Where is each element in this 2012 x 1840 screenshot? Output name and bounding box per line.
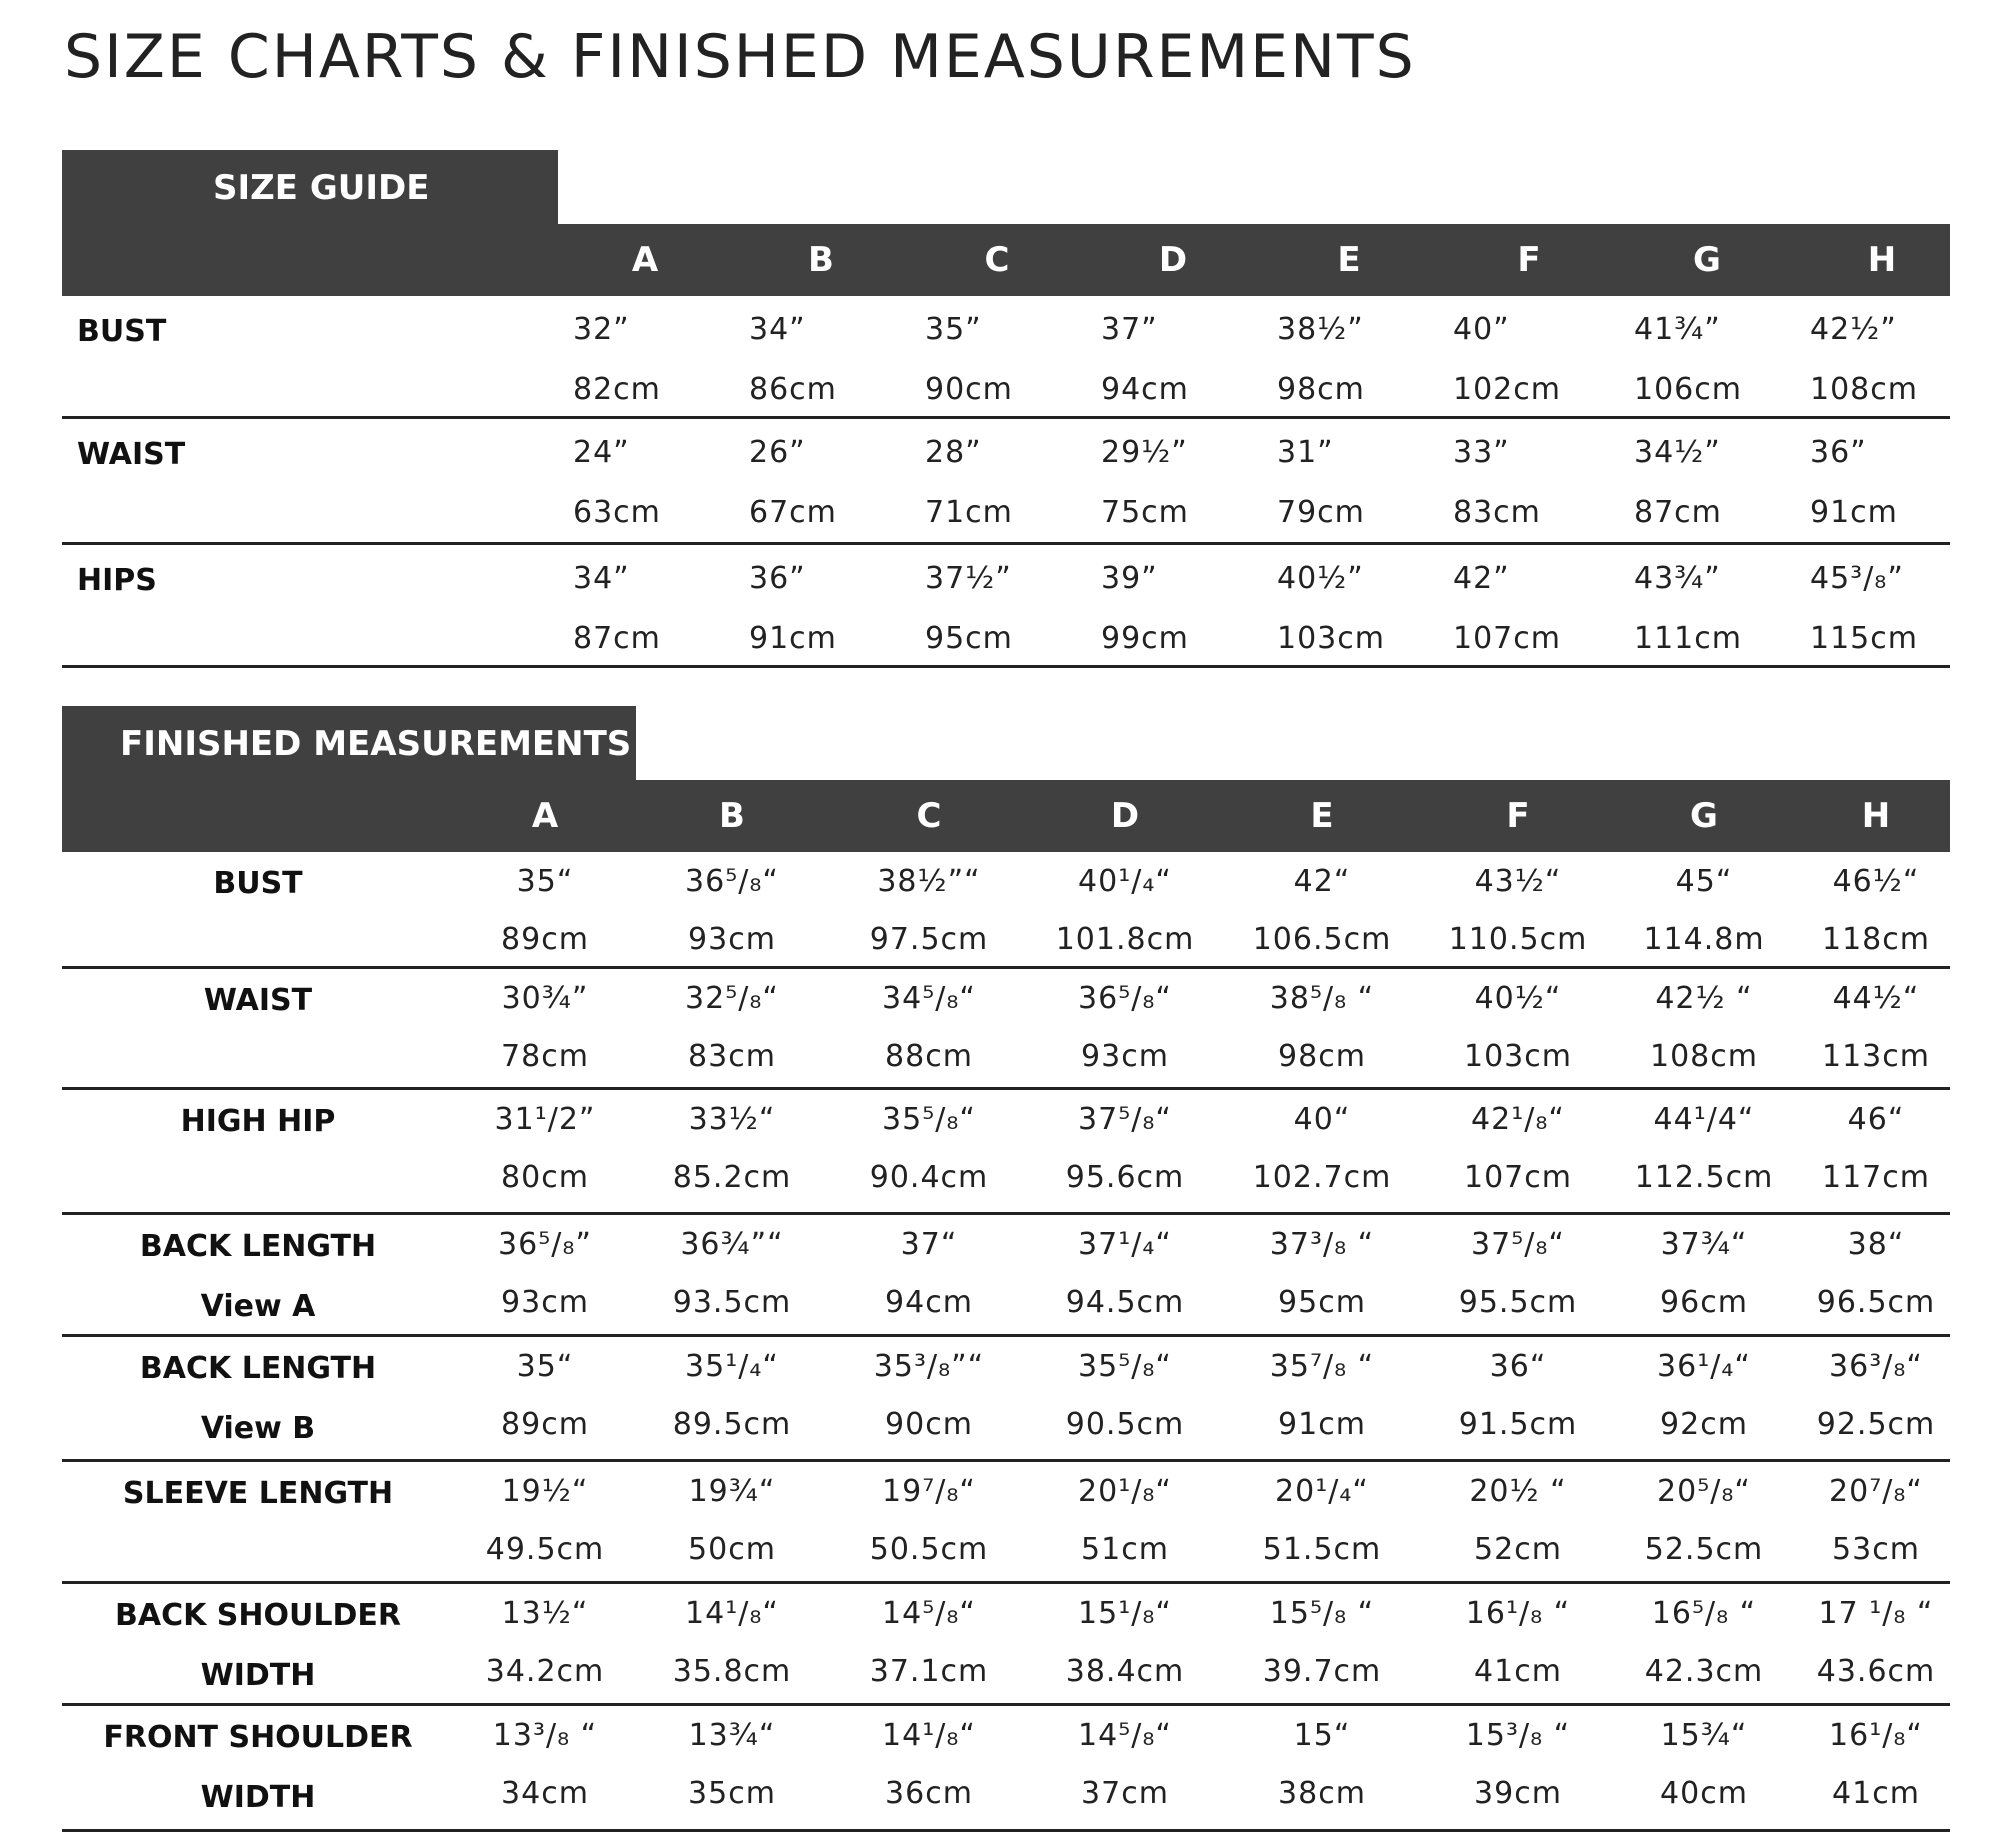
- cm-value: 80cm: [501, 1160, 589, 1195]
- size-header-f: F: [1517, 240, 1541, 280]
- cm-value: 88cm: [885, 1039, 973, 1074]
- inch-value: 29½”: [1101, 435, 1188, 470]
- inch-value: 36¾”“: [680, 1227, 784, 1262]
- row-label: SLEEVE LENGTH: [122, 1476, 394, 1511]
- cm-value: 51cm: [1081, 1532, 1169, 1567]
- inch-value: 44½“: [1832, 981, 1920, 1016]
- inch-value: 41¾”: [1634, 312, 1721, 347]
- cm-value: 115cm: [1810, 621, 1918, 656]
- row-label: WAIST: [77, 437, 186, 472]
- cm-value: 86cm: [749, 372, 837, 407]
- cm-value: 110.5cm: [1448, 922, 1588, 957]
- cm-value: 38cm: [1278, 1776, 1366, 1811]
- inch-value: 20⁷/₈“: [1829, 1474, 1923, 1509]
- inch-value: 36⁵/₈”: [498, 1227, 592, 1262]
- cm-value: 93cm: [1081, 1039, 1169, 1074]
- cm-value: 103cm: [1277, 621, 1385, 656]
- row-label: FRONT SHOULDER: [103, 1720, 413, 1755]
- finished-header-e: E: [1310, 796, 1334, 836]
- inch-value: 36⁵/₈“: [1078, 981, 1172, 1016]
- inch-value: 40”: [1453, 312, 1510, 347]
- finished-header-d: D: [1110, 796, 1140, 836]
- cm-value: 36cm: [885, 1776, 973, 1811]
- inch-value: 13³/₈ “: [492, 1718, 598, 1753]
- row-label: BUST: [213, 866, 303, 901]
- cm-value: 37.1cm: [869, 1654, 989, 1689]
- cm-value: 50.5cm: [869, 1532, 989, 1567]
- inch-value: 36”: [1810, 435, 1867, 470]
- inch-value: 36⁵/₈“: [685, 864, 779, 899]
- size-header-g: G: [1693, 240, 1721, 280]
- inch-value: 38⁵/₈ “: [1269, 981, 1375, 1016]
- size-guide-tab: SIZE GUIDE: [62, 150, 558, 230]
- inch-value: 37”: [1101, 312, 1158, 347]
- cm-value: 90cm: [925, 372, 1013, 407]
- inch-value: 19½“: [501, 1474, 589, 1509]
- inch-value: 44¹/4“: [1653, 1102, 1755, 1137]
- inch-value: 42½”: [1810, 312, 1897, 347]
- cm-value: 52.5cm: [1644, 1532, 1764, 1567]
- cm-value: 102.7cm: [1252, 1160, 1392, 1195]
- cm-value: 87cm: [1634, 495, 1722, 530]
- cm-value: 34cm: [501, 1776, 589, 1811]
- finished-measurements-header-row: [62, 780, 1950, 852]
- cm-value: 38.4cm: [1065, 1654, 1185, 1689]
- cm-value: 93cm: [688, 922, 776, 957]
- inch-value: 37⁵/₈“: [1078, 1102, 1172, 1137]
- inch-value: 36”: [749, 561, 806, 596]
- inch-value: 36“: [1489, 1349, 1547, 1384]
- row-label: BUST: [77, 314, 167, 349]
- cm-value: 96.5cm: [1816, 1285, 1936, 1320]
- inch-value: 42¹/₈“: [1471, 1102, 1565, 1137]
- inch-value: 15“: [1293, 1718, 1351, 1753]
- inch-value: 38“: [1847, 1227, 1905, 1262]
- cm-value: 35.8cm: [672, 1654, 792, 1689]
- cm-value: 85.2cm: [672, 1160, 792, 1195]
- row-sublabel: View A: [200, 1289, 316, 1324]
- cm-value: 91.5cm: [1458, 1407, 1578, 1442]
- size-header-b: B: [808, 240, 834, 280]
- inch-value: 43¾”: [1634, 561, 1721, 596]
- inch-value: 35“: [516, 864, 574, 899]
- inch-value: 16⁵/₈ “: [1651, 1596, 1757, 1631]
- cm-value: 43.6cm: [1816, 1654, 1936, 1689]
- cm-value: 53cm: [1832, 1532, 1920, 1567]
- size-header-e: E: [1337, 240, 1361, 280]
- inch-value: 14¹/₈“: [882, 1718, 976, 1753]
- cm-value: 95.5cm: [1458, 1285, 1578, 1320]
- finished-header-f: F: [1506, 796, 1530, 836]
- cm-value: 91cm: [749, 621, 837, 656]
- inch-value: 20¹/₄“: [1275, 1474, 1369, 1509]
- inch-value: 35”: [925, 312, 982, 347]
- cm-value: 113cm: [1822, 1039, 1930, 1074]
- inch-value: 16¹/₈ “: [1465, 1596, 1571, 1631]
- cm-value: 90.5cm: [1065, 1407, 1185, 1442]
- cm-value: 71cm: [925, 495, 1013, 530]
- cm-value: 41cm: [1474, 1654, 1562, 1689]
- cm-value: 111cm: [1634, 621, 1742, 656]
- inch-value: 15⁵/₈ “: [1269, 1596, 1375, 1631]
- inch-value: 38½”“: [877, 864, 981, 899]
- cm-value: 98cm: [1278, 1039, 1366, 1074]
- cm-value: 91cm: [1278, 1407, 1366, 1442]
- inch-value: 20⁵/₈“: [1657, 1474, 1751, 1509]
- cm-value: 106cm: [1634, 372, 1742, 407]
- inch-value: 20½ “: [1469, 1474, 1567, 1509]
- finished-row-3: [62, 1090, 1950, 1215]
- cm-value: 89.5cm: [672, 1407, 792, 1442]
- cm-value: 108cm: [1810, 372, 1918, 407]
- inch-value: 24”: [573, 435, 630, 470]
- row-sublabel: View B: [200, 1411, 316, 1446]
- row-sublabel: WIDTH: [200, 1780, 316, 1815]
- inch-value: 35⁷/₈ “: [1269, 1349, 1375, 1384]
- inch-value: 32⁵/₈“: [685, 981, 779, 1016]
- cm-value: 118cm: [1822, 922, 1930, 957]
- inch-value: 42½ “: [1655, 981, 1753, 1016]
- row-label: WAIST: [203, 983, 313, 1018]
- cm-value: 114.8m: [1643, 922, 1765, 957]
- inch-value: 36¹/₄“: [1657, 1349, 1751, 1384]
- inch-value: 35⁵/₈“: [882, 1102, 976, 1137]
- inch-value: 42”: [1453, 561, 1510, 596]
- size-guide-row-waist: [62, 419, 1950, 545]
- inch-value: 35⁵/₈“: [1078, 1349, 1172, 1384]
- cm-value: 95.6cm: [1065, 1160, 1185, 1195]
- inch-value: 15³/₈ “: [1465, 1718, 1571, 1753]
- cm-value: 107cm: [1464, 1160, 1572, 1195]
- cm-value: 52cm: [1474, 1532, 1562, 1567]
- inch-value: 34½”: [1634, 435, 1721, 470]
- inch-value: 43½“: [1474, 864, 1562, 899]
- cm-value: 106.5cm: [1252, 922, 1392, 957]
- inch-value: 35¹/₄“: [685, 1349, 779, 1384]
- cm-value: 67cm: [749, 495, 837, 530]
- inch-value: 40¹/₄“: [1078, 864, 1172, 899]
- cm-value: 101.8cm: [1055, 922, 1195, 957]
- inch-value: 20¹/₈“: [1078, 1474, 1172, 1509]
- inch-value: 37³/₈ “: [1269, 1227, 1375, 1262]
- cm-value: 107cm: [1453, 621, 1561, 656]
- inch-value: 19¾“: [688, 1474, 776, 1509]
- cm-value: 89cm: [501, 1407, 589, 1442]
- inch-value: 42“: [1293, 864, 1351, 899]
- cm-value: 39.7cm: [1262, 1654, 1382, 1689]
- cm-value: 91cm: [1810, 495, 1898, 530]
- inch-value: 14⁵/₈“: [882, 1596, 976, 1631]
- cm-value: 50cm: [688, 1532, 776, 1567]
- cm-value: 97.5cm: [869, 922, 989, 957]
- size-guide-row-hips: [62, 545, 1950, 668]
- cm-value: 83cm: [688, 1039, 776, 1074]
- cm-value: 51.5cm: [1262, 1532, 1382, 1567]
- inch-value: 31¹/2”: [494, 1102, 596, 1137]
- inch-value: 34”: [749, 312, 806, 347]
- inch-value: 37½”: [925, 561, 1012, 596]
- finished-header-b: B: [719, 796, 745, 836]
- finished-row-6: [62, 1462, 1950, 1584]
- cm-value: 42.3cm: [1644, 1654, 1764, 1689]
- cm-value: 102cm: [1453, 372, 1561, 407]
- cm-value: 103cm: [1464, 1039, 1572, 1074]
- cm-value: 94cm: [885, 1285, 973, 1320]
- inch-value: 13½“: [501, 1596, 589, 1631]
- cm-value: 93.5cm: [672, 1285, 792, 1320]
- cm-value: 112.5cm: [1634, 1160, 1774, 1195]
- cm-value: 94cm: [1101, 372, 1189, 407]
- inch-value: 46½“: [1832, 864, 1920, 899]
- row-label: HIGH HIP: [180, 1104, 336, 1139]
- finished-row-8: [62, 1706, 1950, 1832]
- inch-value: 15¹/₈“: [1078, 1596, 1172, 1631]
- cm-value: 92.5cm: [1816, 1407, 1936, 1442]
- inch-value: 13¾“: [688, 1718, 776, 1753]
- size-header-h: H: [1867, 240, 1897, 280]
- cm-value: 41cm: [1832, 1776, 1920, 1811]
- cm-value: 39cm: [1474, 1776, 1562, 1811]
- finished-row-5: [62, 1337, 1950, 1462]
- cm-value: 108cm: [1650, 1039, 1758, 1074]
- finished-header-h: H: [1861, 796, 1891, 836]
- inch-value: 45³/₈”: [1810, 561, 1904, 596]
- finished-row-2: [62, 969, 1950, 1090]
- cm-value: 63cm: [573, 495, 661, 530]
- inch-value: 14¹/₈“: [685, 1596, 779, 1631]
- finished-header-a: A: [531, 796, 559, 836]
- inch-value: 45“: [1675, 864, 1733, 899]
- inch-value: 40½“: [1474, 981, 1562, 1016]
- inch-value: 34”: [573, 561, 630, 596]
- finished-row-7: [62, 1584, 1950, 1706]
- cm-value: 99cm: [1101, 621, 1189, 656]
- inch-value: 15¾“: [1660, 1718, 1748, 1753]
- inch-value: 33½“: [688, 1102, 776, 1137]
- cm-value: 98cm: [1277, 372, 1365, 407]
- size-header-a: A: [631, 240, 659, 280]
- inch-value: 16¹/₈“: [1829, 1718, 1923, 1753]
- cm-value: 35cm: [688, 1776, 776, 1811]
- inch-value: 33”: [1453, 435, 1510, 470]
- inch-value: 40“: [1293, 1102, 1351, 1137]
- cm-value: 49.5cm: [485, 1532, 605, 1567]
- cm-value: 78cm: [501, 1039, 589, 1074]
- inch-value: 39”: [1101, 561, 1158, 596]
- inch-value: 28”: [925, 435, 982, 470]
- size-header-d: D: [1158, 240, 1188, 280]
- cm-value: 83cm: [1453, 495, 1541, 530]
- cm-value: 117cm: [1822, 1160, 1930, 1195]
- row-label: BACK LENGTH: [139, 1229, 377, 1264]
- size-header-c: C: [984, 240, 1010, 280]
- size-guide-header-row: [62, 224, 1950, 296]
- inch-value: 40½”: [1277, 561, 1364, 596]
- cm-value: 90cm: [885, 1407, 973, 1442]
- row-label: BACK LENGTH: [139, 1351, 377, 1386]
- cm-value: 89cm: [501, 922, 589, 957]
- size-guide-row-bust: [62, 296, 1950, 419]
- row-label: BACK SHOULDER: [115, 1598, 401, 1633]
- cm-value: 94.5cm: [1065, 1285, 1185, 1320]
- inch-value: 14⁵/₈“: [1078, 1718, 1172, 1753]
- inch-value: 34⁵/₈“: [882, 981, 976, 1016]
- inch-value: 35³/₈”“: [873, 1349, 985, 1384]
- row-sublabel: WIDTH: [200, 1658, 316, 1693]
- inch-value: 37¹/₄“: [1078, 1227, 1172, 1262]
- inch-value: 36³/₈“: [1829, 1349, 1923, 1384]
- row-label: HIPS: [77, 563, 157, 598]
- cm-value: 95cm: [1278, 1285, 1366, 1320]
- inch-value: 38½”: [1277, 312, 1364, 347]
- cm-value: 82cm: [573, 372, 661, 407]
- cm-value: 34.2cm: [485, 1654, 605, 1689]
- cm-value: 92cm: [1660, 1407, 1748, 1442]
- finished-row-1: [62, 852, 1950, 969]
- inch-value: 17 ¹/₈ “: [1818, 1596, 1934, 1631]
- cm-value: 93cm: [501, 1285, 589, 1320]
- finished-row-4: [62, 1215, 1950, 1337]
- inch-value: 32”: [573, 312, 630, 347]
- inch-value: 26”: [749, 435, 806, 470]
- inch-value: 30¾”: [501, 981, 589, 1016]
- finished-measurements-tab: FINISHED MEASUREMENTS: [62, 706, 636, 786]
- inch-value: 35“: [516, 1349, 574, 1384]
- cm-value: 79cm: [1277, 495, 1365, 530]
- page-title: SIZE CHARTS & FINISHED MEASUREMENTS: [64, 22, 1416, 92]
- finished-header-c: C: [916, 796, 942, 836]
- cm-value: 90.4cm: [869, 1160, 989, 1195]
- inch-value: 37“: [900, 1227, 958, 1262]
- cm-value: 95cm: [925, 621, 1013, 656]
- inch-value: 46“: [1847, 1102, 1905, 1137]
- finished-header-g: G: [1690, 796, 1718, 836]
- cm-value: 40cm: [1660, 1776, 1748, 1811]
- cm-value: 37cm: [1081, 1776, 1169, 1811]
- inch-value: 19⁷/₈“: [882, 1474, 976, 1509]
- cm-value: 75cm: [1101, 495, 1189, 530]
- cm-value: 87cm: [573, 621, 661, 656]
- inch-value: 37⁵/₈“: [1471, 1227, 1565, 1262]
- inch-value: 31”: [1277, 435, 1334, 470]
- inch-value: 37¾“: [1660, 1227, 1748, 1262]
- cm-value: 96cm: [1660, 1285, 1748, 1320]
